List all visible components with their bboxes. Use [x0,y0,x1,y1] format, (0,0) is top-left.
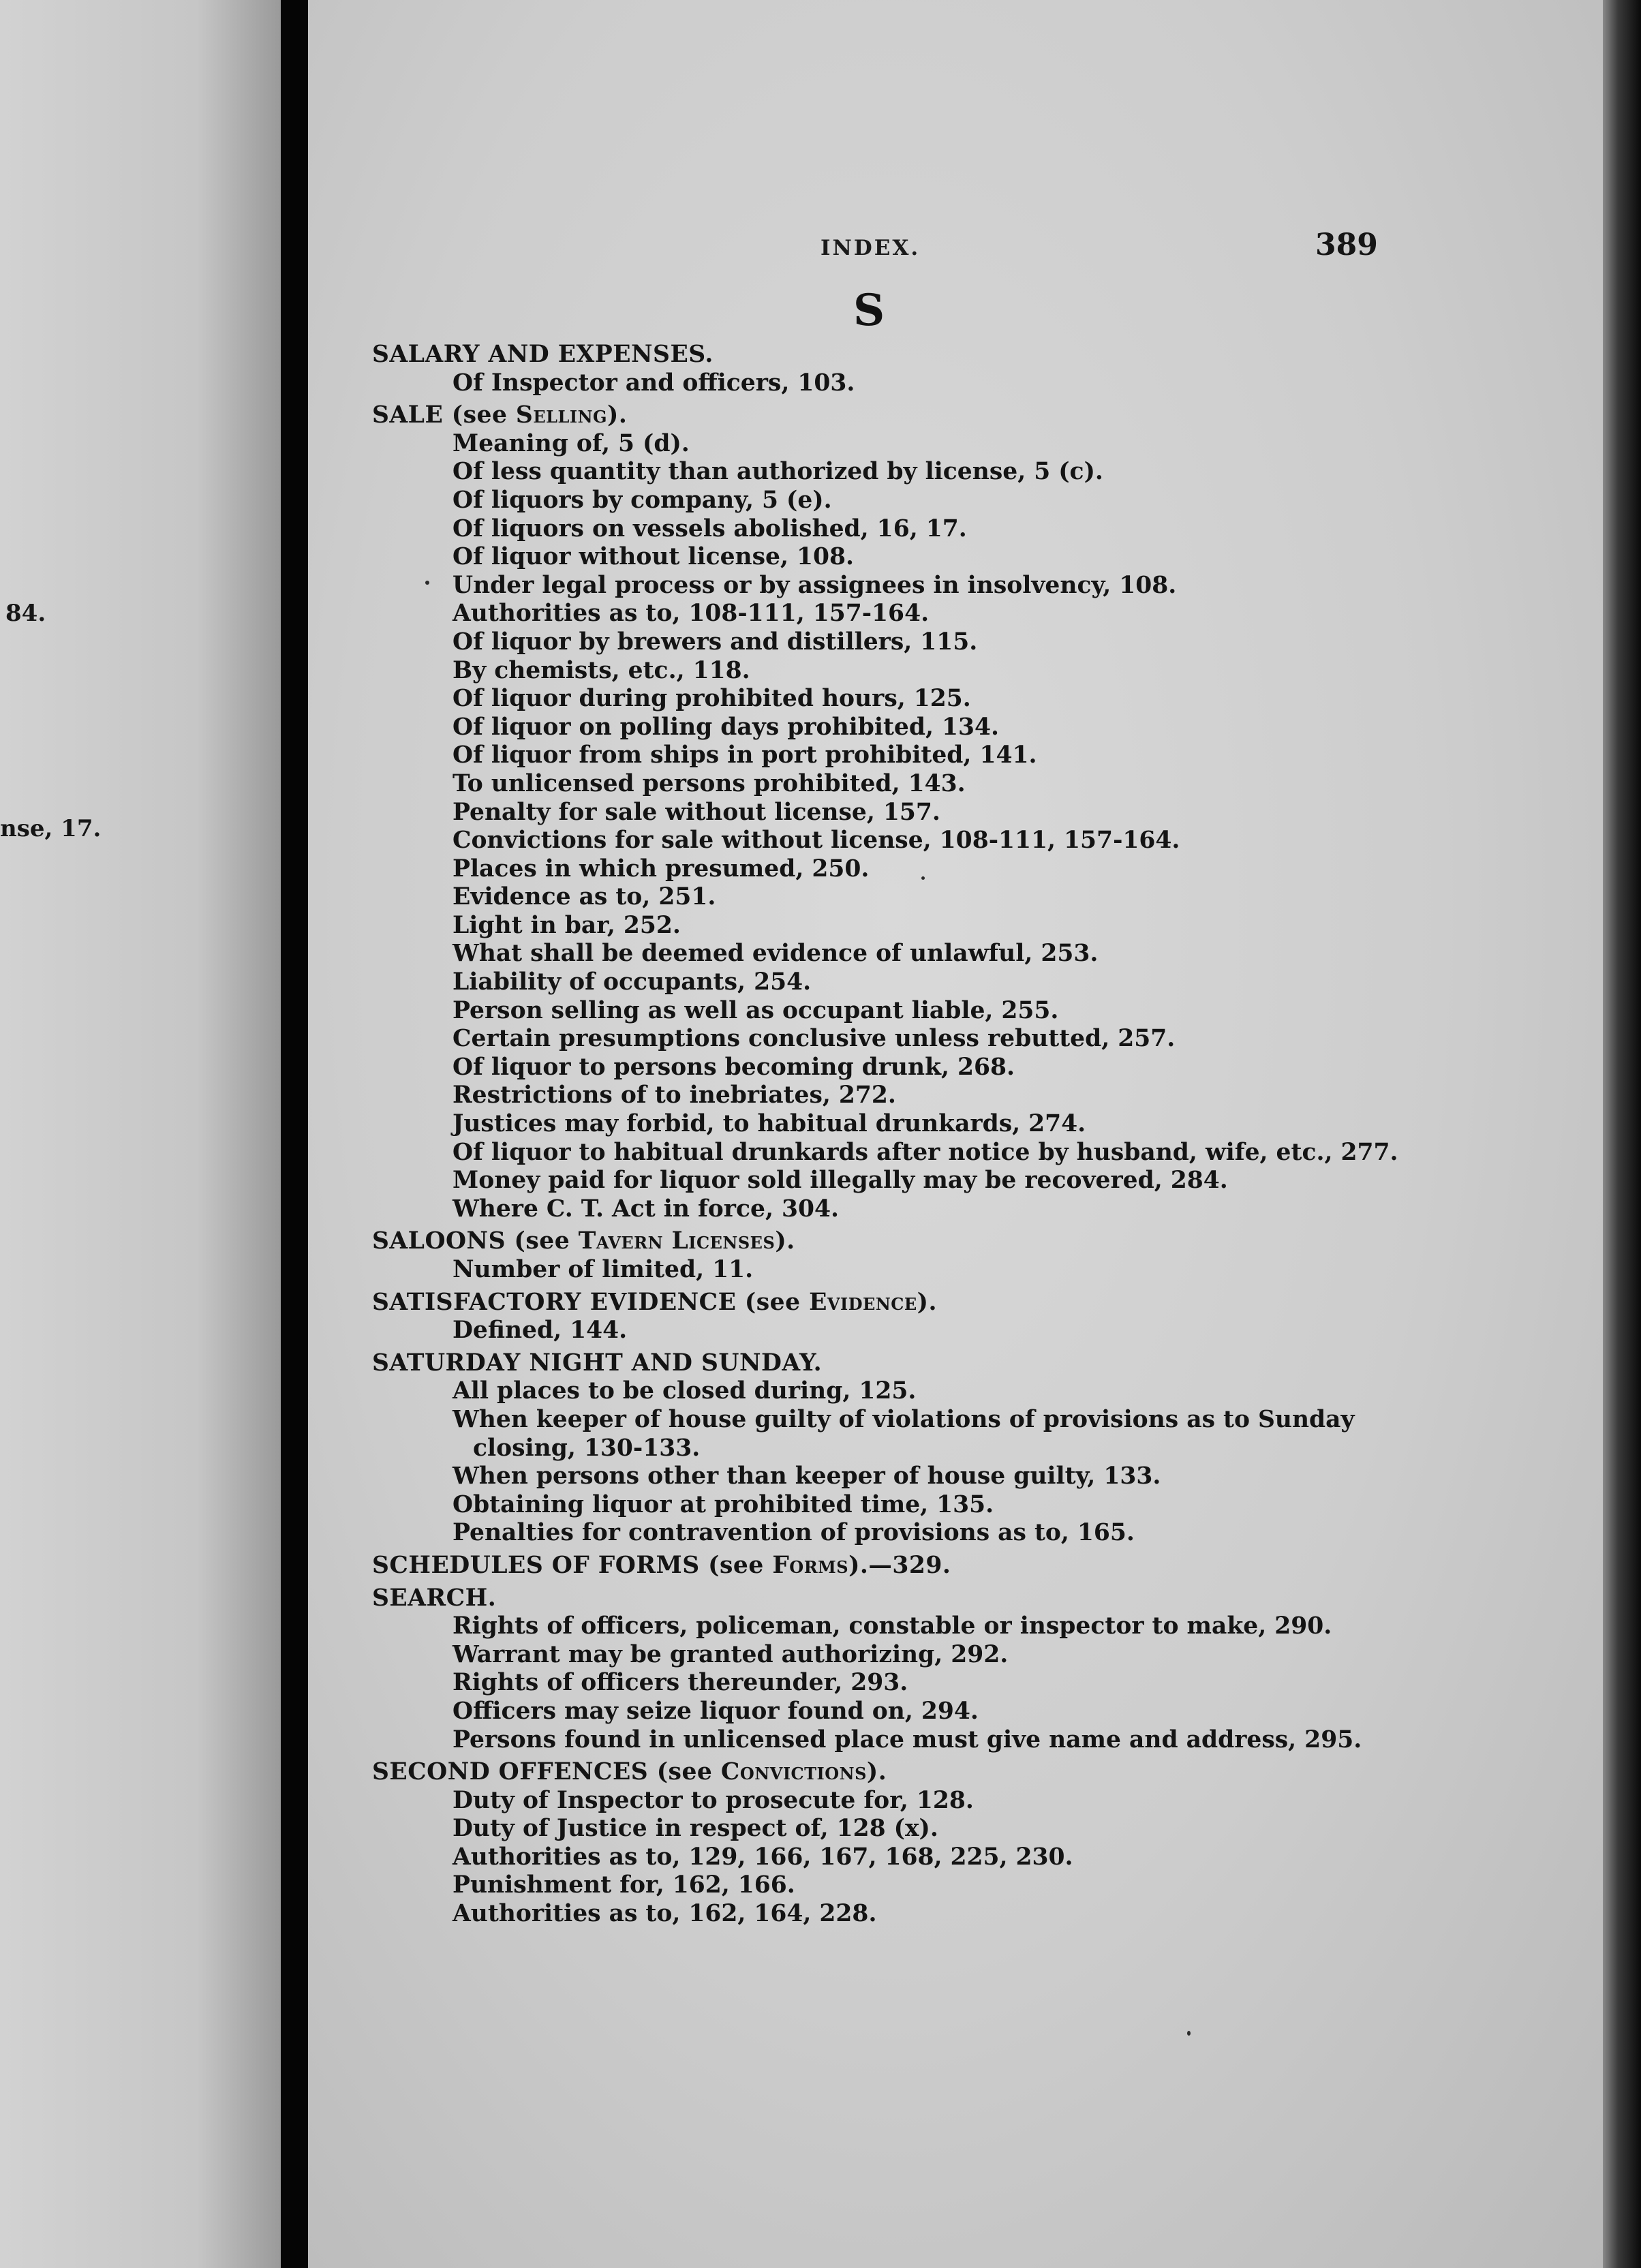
sub-entry: Number of limited, 11. [453,1256,754,1283]
sub-entry: Of liquors by company, 5 (e). [453,486,832,514]
heading-tail: ).—329. [848,1551,951,1579]
see-reference: Tavern Licenses [578,1227,776,1255]
sub-entry: Of liquor from ships in port prohibited, 141. [453,741,1037,769]
scan-speck [425,581,429,585]
see-reference: Convictions [720,1758,867,1786]
sub-entry: Authorities as to, 129, 166, 167, 168, 225, 230. [453,1843,1073,1871]
entry-heading [372,1584,1490,1613]
entry-heading [372,1552,1490,1580]
entry-heading [372,1227,1490,1256]
sub-entry: Certain presumptions conclusive unless rebutted, 257. [453,1025,1176,1053]
sub-entry: By chemists, etc., 118. [453,656,750,684]
sub-entry: Under legal process or by assignees in insolvency, 108. [453,571,1177,599]
sub-entry: Persons found in unlicensed place must give name and address, 295. [453,1726,1362,1753]
scan-speck [1187,2031,1191,2036]
section-letter: S [853,285,885,336]
sub-entry: Of liquor to habitual drunkards after notice by husband, wife, etc., 277. [453,1138,1398,1166]
sub-entry: Light in bar, 252. [453,911,681,939]
sub-entry: Restrictions of to inebriates, 272. [453,1082,896,1109]
sub-entry: Penalties for contravention of provisions as to, 165. [453,1519,1135,1547]
sub-entry: Authorities as to, 108-111, 157-164. [453,600,930,628]
index-entry [372,401,1490,1223]
entry-heading [372,341,1490,369]
heading-tail: ). [607,401,628,429]
left-page-fragment-text: 84. [5,600,46,627]
sub-entry: Rights of officers thereunder, 293. [453,1669,908,1697]
sub-entry: Rights of officers, policeman, constable or inspector to make, 290. [453,1612,1332,1640]
entry-heading [372,1758,1490,1787]
sub-entry: When persons other than keeper of house guilty, 133. [453,1462,1161,1490]
running-head: INDEX. [820,236,921,260]
sub-entry: Places in which presumed, 250. [453,855,870,883]
heading-text: SATISFACTORY EVIDENCE (see [372,1288,801,1316]
sub-entry: Warrant may be granted authorizing, 292. [453,1640,1009,1668]
scan-speck [921,876,925,880]
sub-entry: Of Inspector and officers, 103. [453,369,855,397]
heading-text: SECOND OFFENCES (see [372,1758,713,1786]
heading-text: SALOONS (see [372,1227,570,1255]
sub-entry: Meaning of, 5 (d). [453,429,690,457]
sub-entry: Defined, 144. [453,1317,628,1345]
sub-entry: What shall be deemed evidence of unlawful, 253. [453,940,1099,968]
left-page-fragment-text: nse, 17. [0,815,102,842]
sub-entry: Money paid for liquor sold illegally may be recovered, 284. [453,1167,1228,1195]
sub-entry: All places to be closed during, 125. [453,1377,917,1405]
sub-entry: Where C. T. Act in force, 304. [453,1195,839,1223]
index-entry [372,1584,1490,1755]
page-number: 389 [1315,228,1378,262]
index-entry [372,1289,1490,1345]
index-entry [372,341,1490,397]
see-reference: Selling [515,401,608,429]
heading-text: SALARY AND EXPENSES. [372,341,714,368]
sub-entry: Obtaining liquor at prohibited time, 135. [453,1490,994,1518]
sub-entry: Justices may forbid, to habitual drunkards, 274. [453,1110,1086,1138]
sub-entry: Of liquor on polling days prohibited, 134. [453,713,1000,741]
heading-text: SCHEDULES OF FORMS (see [372,1551,764,1579]
sub-entry: Punishment for, 162, 166. [453,1871,795,1899]
heading-tail: ). [917,1288,938,1316]
sub-entry: Evidence as to, 251. [453,883,716,911]
book-gutter [281,0,308,2268]
index-body [372,341,1490,1933]
index-entry [372,1227,1490,1284]
sub-entry: Of liquors on vessels abolished, 16, 17. [453,515,967,542]
sub-entry: When keeper of house guilty of violations of provisions as to Sunday [453,1405,1355,1433]
sub-entry: Authorities as to, 162, 164, 228. [453,1900,877,1928]
heading-text: SATURDAY NIGHT AND SUNDAY. [372,1349,823,1377]
page-right-edge [1603,0,1641,2268]
sub-entry: Person selling as well as occupant liable, 255. [453,996,1059,1024]
sub-entry: Duty of Inspector to prosecute for, 128. [453,1786,974,1814]
sub-entry: Officers may seize liquor found on, 294. [453,1697,979,1725]
sub-entry: Of liquor without license, 108. [453,543,855,571]
sub-entry: Liability of occupants, 254. [453,968,812,996]
heading-tail: ). [866,1758,887,1786]
entry-heading [372,1289,1490,1317]
heading-tail: ). [775,1227,795,1255]
sub-entry: Of liquor to persons becoming drunk, 268. [453,1053,1015,1081]
entry-heading [372,401,1490,430]
previous-page-fragment [0,0,281,2268]
sub-entry: Of liquor during prohibited hours, 125. [453,685,971,713]
heading-text: SEARCH. [372,1584,497,1612]
sub-entry: Penalty for sale without license, 157. [453,798,940,826]
sub-entry-continuation: closing, 130-133. [473,1434,701,1462]
index-entry [372,1349,1490,1548]
sub-entry: Of less quantity than authorized by license, 5 (c). [453,458,1103,486]
heading-text: SALE (see [372,401,508,429]
sub-entry: To unlicensed persons prohibited, 143. [453,769,966,797]
index-entry [372,1552,1490,1580]
sub-entry: Duty of Justice in respect of, 128 (x). [453,1815,938,1843]
see-reference: Forms [772,1551,849,1579]
entry-heading [372,1349,1490,1378]
see-reference: Evidence [809,1288,917,1316]
sub-entry: Of liquor by brewers and distillers, 115. [453,628,978,656]
index-entry [372,1758,1490,1929]
sub-entry: Convictions for sale without license, 108-111, 157-164. [453,827,1180,855]
index-page [308,0,1603,2268]
